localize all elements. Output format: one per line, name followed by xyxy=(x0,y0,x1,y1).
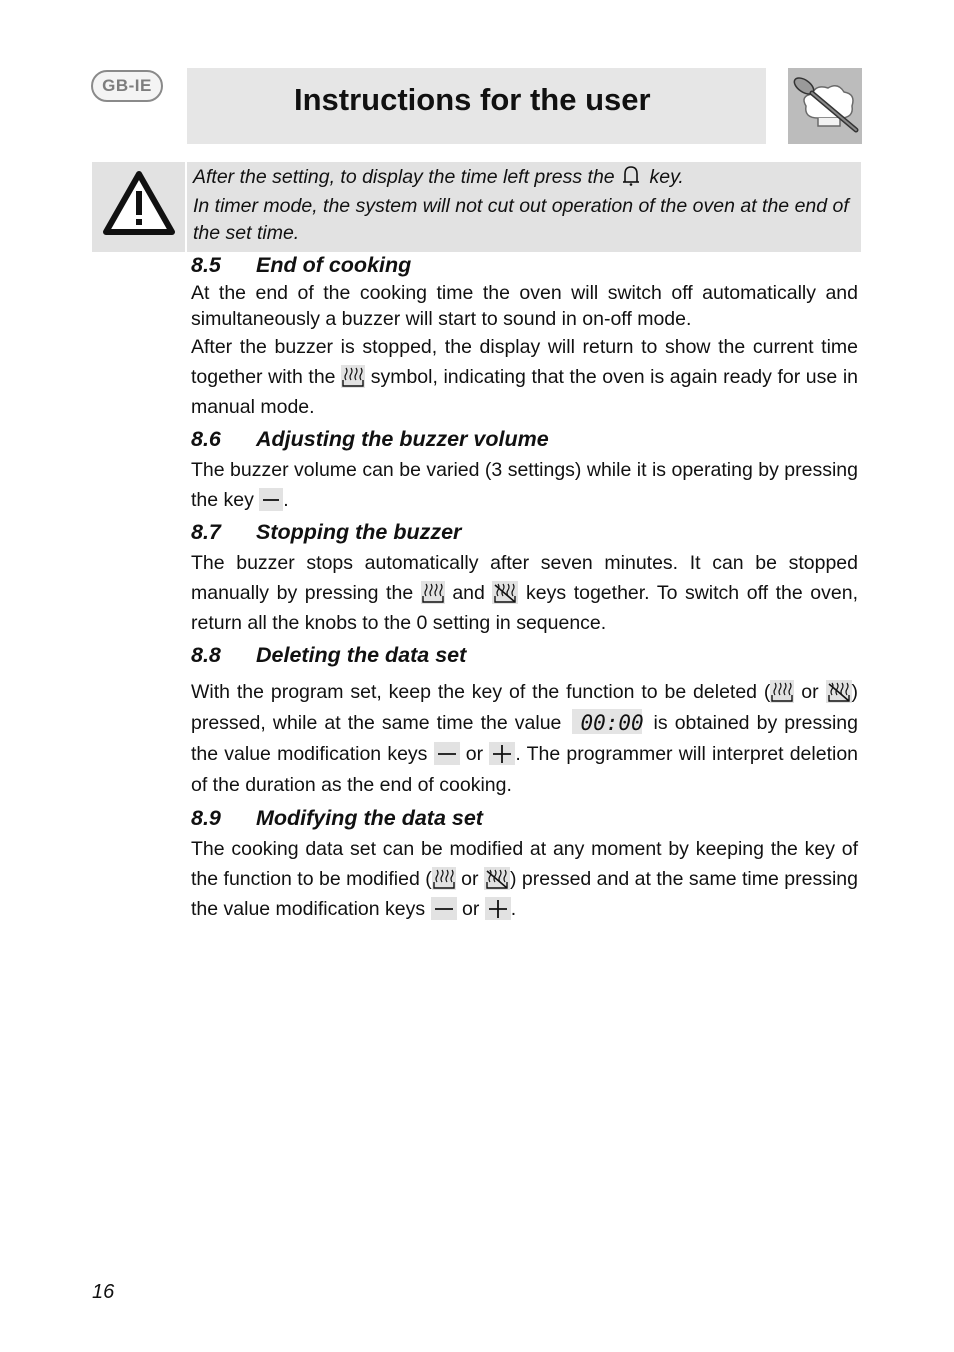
chef-hat-spoon-icon xyxy=(788,68,862,144)
section-8-5-paragraph-2: After the buzzer is stopped, the display will return to show the current time together with the symbol, indicating that the oven is again ready for use in manual mode. xyxy=(191,336,858,418)
bell-icon xyxy=(620,164,642,186)
plus-key xyxy=(489,742,515,765)
minus-key xyxy=(259,488,283,511)
section-heading-8-6: 8.6 Adjusting the buzzer volume xyxy=(191,427,549,451)
plus-icon xyxy=(489,742,515,765)
plus-icon xyxy=(485,897,511,920)
minus-icon xyxy=(259,488,283,511)
region-badge: GB-IE xyxy=(91,70,163,102)
end-of-cooking-icon xyxy=(826,680,852,703)
section-8-8-paragraph-1: With the program set, keep the key of the function to be deleted ( or ) pressed, while at the same time the value 00:00 is obtained by pressing the value modification keys or . The programmer will interpret deletion of the duration as the end of cooking. xyxy=(191,681,859,796)
end-of-cooking-key xyxy=(484,867,510,890)
section-8-5-paragraph-1: At the end of the cooking time the oven will switch off automatically and simultaneously a buzzer will start to sound in on-off mode. xyxy=(191,282,858,330)
cooking-key xyxy=(341,365,365,388)
minus-icon xyxy=(431,897,457,920)
section-heading-8-5: 8.5 End of cooking xyxy=(191,253,412,277)
end-of-cooking-icon xyxy=(492,581,518,604)
end-of-cooking-key xyxy=(826,680,852,703)
plus-key xyxy=(485,897,511,920)
page-number: 16 xyxy=(92,1281,115,1303)
minus-key xyxy=(431,897,457,920)
cooking-pot-icon xyxy=(341,365,365,388)
section-8-6-paragraph-1: The buzzer volume can be varied (3 settings) while it is operating by pressing the key . xyxy=(191,459,858,511)
display-digits: 00:00 xyxy=(572,709,642,734)
warning-triangle-icon xyxy=(102,169,176,237)
minus-key xyxy=(434,742,460,765)
cooking-pot-icon xyxy=(770,680,794,703)
warning-line-1: After the setting, to display the time left press the key. xyxy=(193,166,684,188)
section-8-9-paragraph-1: The cooking data set can be modified at any moment by keeping the key of the function to be modified ( or ) pressed and at the same time pressing the value modification keys or . xyxy=(191,838,858,920)
section-heading-8-9: 8.9 Modifying the data set xyxy=(191,806,483,830)
section-8-7-paragraph-1: The buzzer stops automatically after seven minutes. It can be stopped manually by pressing the and keys together. To switch off the oven, return all the knobs to the 0 setting in sequence. xyxy=(191,552,859,634)
cooking-key xyxy=(432,867,456,890)
end-of-cooking-key xyxy=(492,581,518,604)
bell-key xyxy=(620,164,644,187)
header-band xyxy=(187,68,766,144)
warning-note xyxy=(187,162,861,252)
page-title: Instructions for the user xyxy=(294,82,651,117)
warning-line-2: In timer mode, the system will not cut out operation of the oven at the end of the set time. xyxy=(193,195,849,244)
warning-box xyxy=(92,162,185,252)
cooking-key xyxy=(770,680,794,703)
minus-icon xyxy=(434,742,460,765)
end-of-cooking-icon xyxy=(484,867,510,890)
section-heading-8-7: 8.7 Stopping the buzzer xyxy=(191,520,462,544)
cooking-pot-icon xyxy=(432,867,456,890)
section-heading-8-8: 8.8 Deleting the data set xyxy=(191,643,467,667)
content xyxy=(191,252,858,924)
cooking-key xyxy=(421,581,445,604)
cooking-pot-icon xyxy=(421,581,445,604)
